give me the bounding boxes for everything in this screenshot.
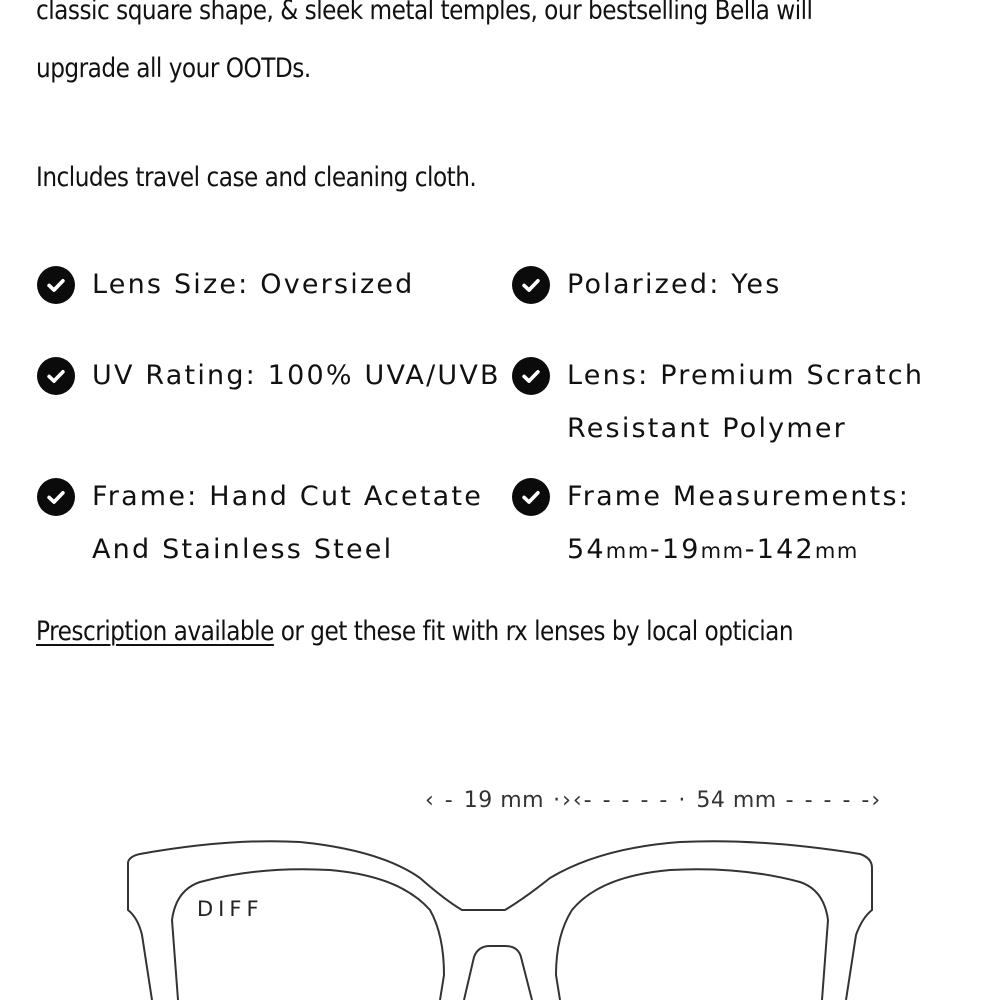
prescription-note: or get these fit with rx lenses by local optician xyxy=(273,616,794,647)
feature-polarized xyxy=(512,266,781,311)
bridge-measurement: 19 mm xyxy=(463,788,545,813)
frame-measurement-diagram xyxy=(0,760,1000,1000)
glasses-outline-icon xyxy=(0,760,1000,1000)
check-circle-icon xyxy=(37,478,75,516)
prescription-available-link[interactable]: Prescription available xyxy=(36,616,274,647)
check-circle-icon xyxy=(512,357,550,395)
product-description-line-1: classic square shape, & sleek metal temples, our bestselling Bella will xyxy=(36,0,813,26)
feature-lens-material xyxy=(512,357,924,455)
feature-text-continued: Resistant Polymer xyxy=(567,413,847,444)
unit: mm xyxy=(605,539,650,563)
product-description-line-2: upgrade all your OOTDs. xyxy=(36,53,311,84)
feature-frame-measurements xyxy=(512,478,910,578)
arrow-left-icon: ‹ - xyxy=(425,788,464,813)
measurements-value xyxy=(567,523,910,578)
feature-text-continued: And Stainless Steel xyxy=(92,534,394,565)
feature-text: Lens: Premium Scratch xyxy=(567,360,925,391)
prescription-line xyxy=(36,616,793,647)
feature-text: UV Rating: 100% UVA/UVB xyxy=(92,360,501,391)
feature-text: Lens Size: Oversized xyxy=(92,269,415,300)
check-circle-icon xyxy=(512,266,550,304)
check-circle-icon xyxy=(37,357,75,395)
feature-text: Polarized: Yes xyxy=(567,269,782,300)
unit: mm xyxy=(814,539,859,563)
arrow-dashes-icon: ·›‹- - - - - · xyxy=(544,788,697,813)
check-circle-icon xyxy=(37,266,75,304)
temple-length: 142 xyxy=(756,534,815,565)
bridge-width: 19 xyxy=(661,534,701,565)
brand-logo: DIFF xyxy=(197,897,264,921)
feature-frame-material xyxy=(37,478,483,576)
lens-width: 54 xyxy=(567,534,606,565)
feature-text: Frame Measurements: xyxy=(567,481,911,512)
check-circle-icon xyxy=(512,478,550,516)
lens-measurement: 54 mm xyxy=(696,788,777,813)
unit: mm xyxy=(700,539,745,563)
includes-text: Includes travel case and cleaning cloth. xyxy=(36,162,477,193)
arrow-right-icon: - - - - -› xyxy=(776,788,883,813)
separator: - xyxy=(744,534,757,565)
feature-uv-rating xyxy=(37,357,501,402)
feature-lens-size xyxy=(37,266,414,311)
feature-text: Frame: Hand Cut Acetate xyxy=(92,481,484,512)
separator: - xyxy=(649,534,662,565)
